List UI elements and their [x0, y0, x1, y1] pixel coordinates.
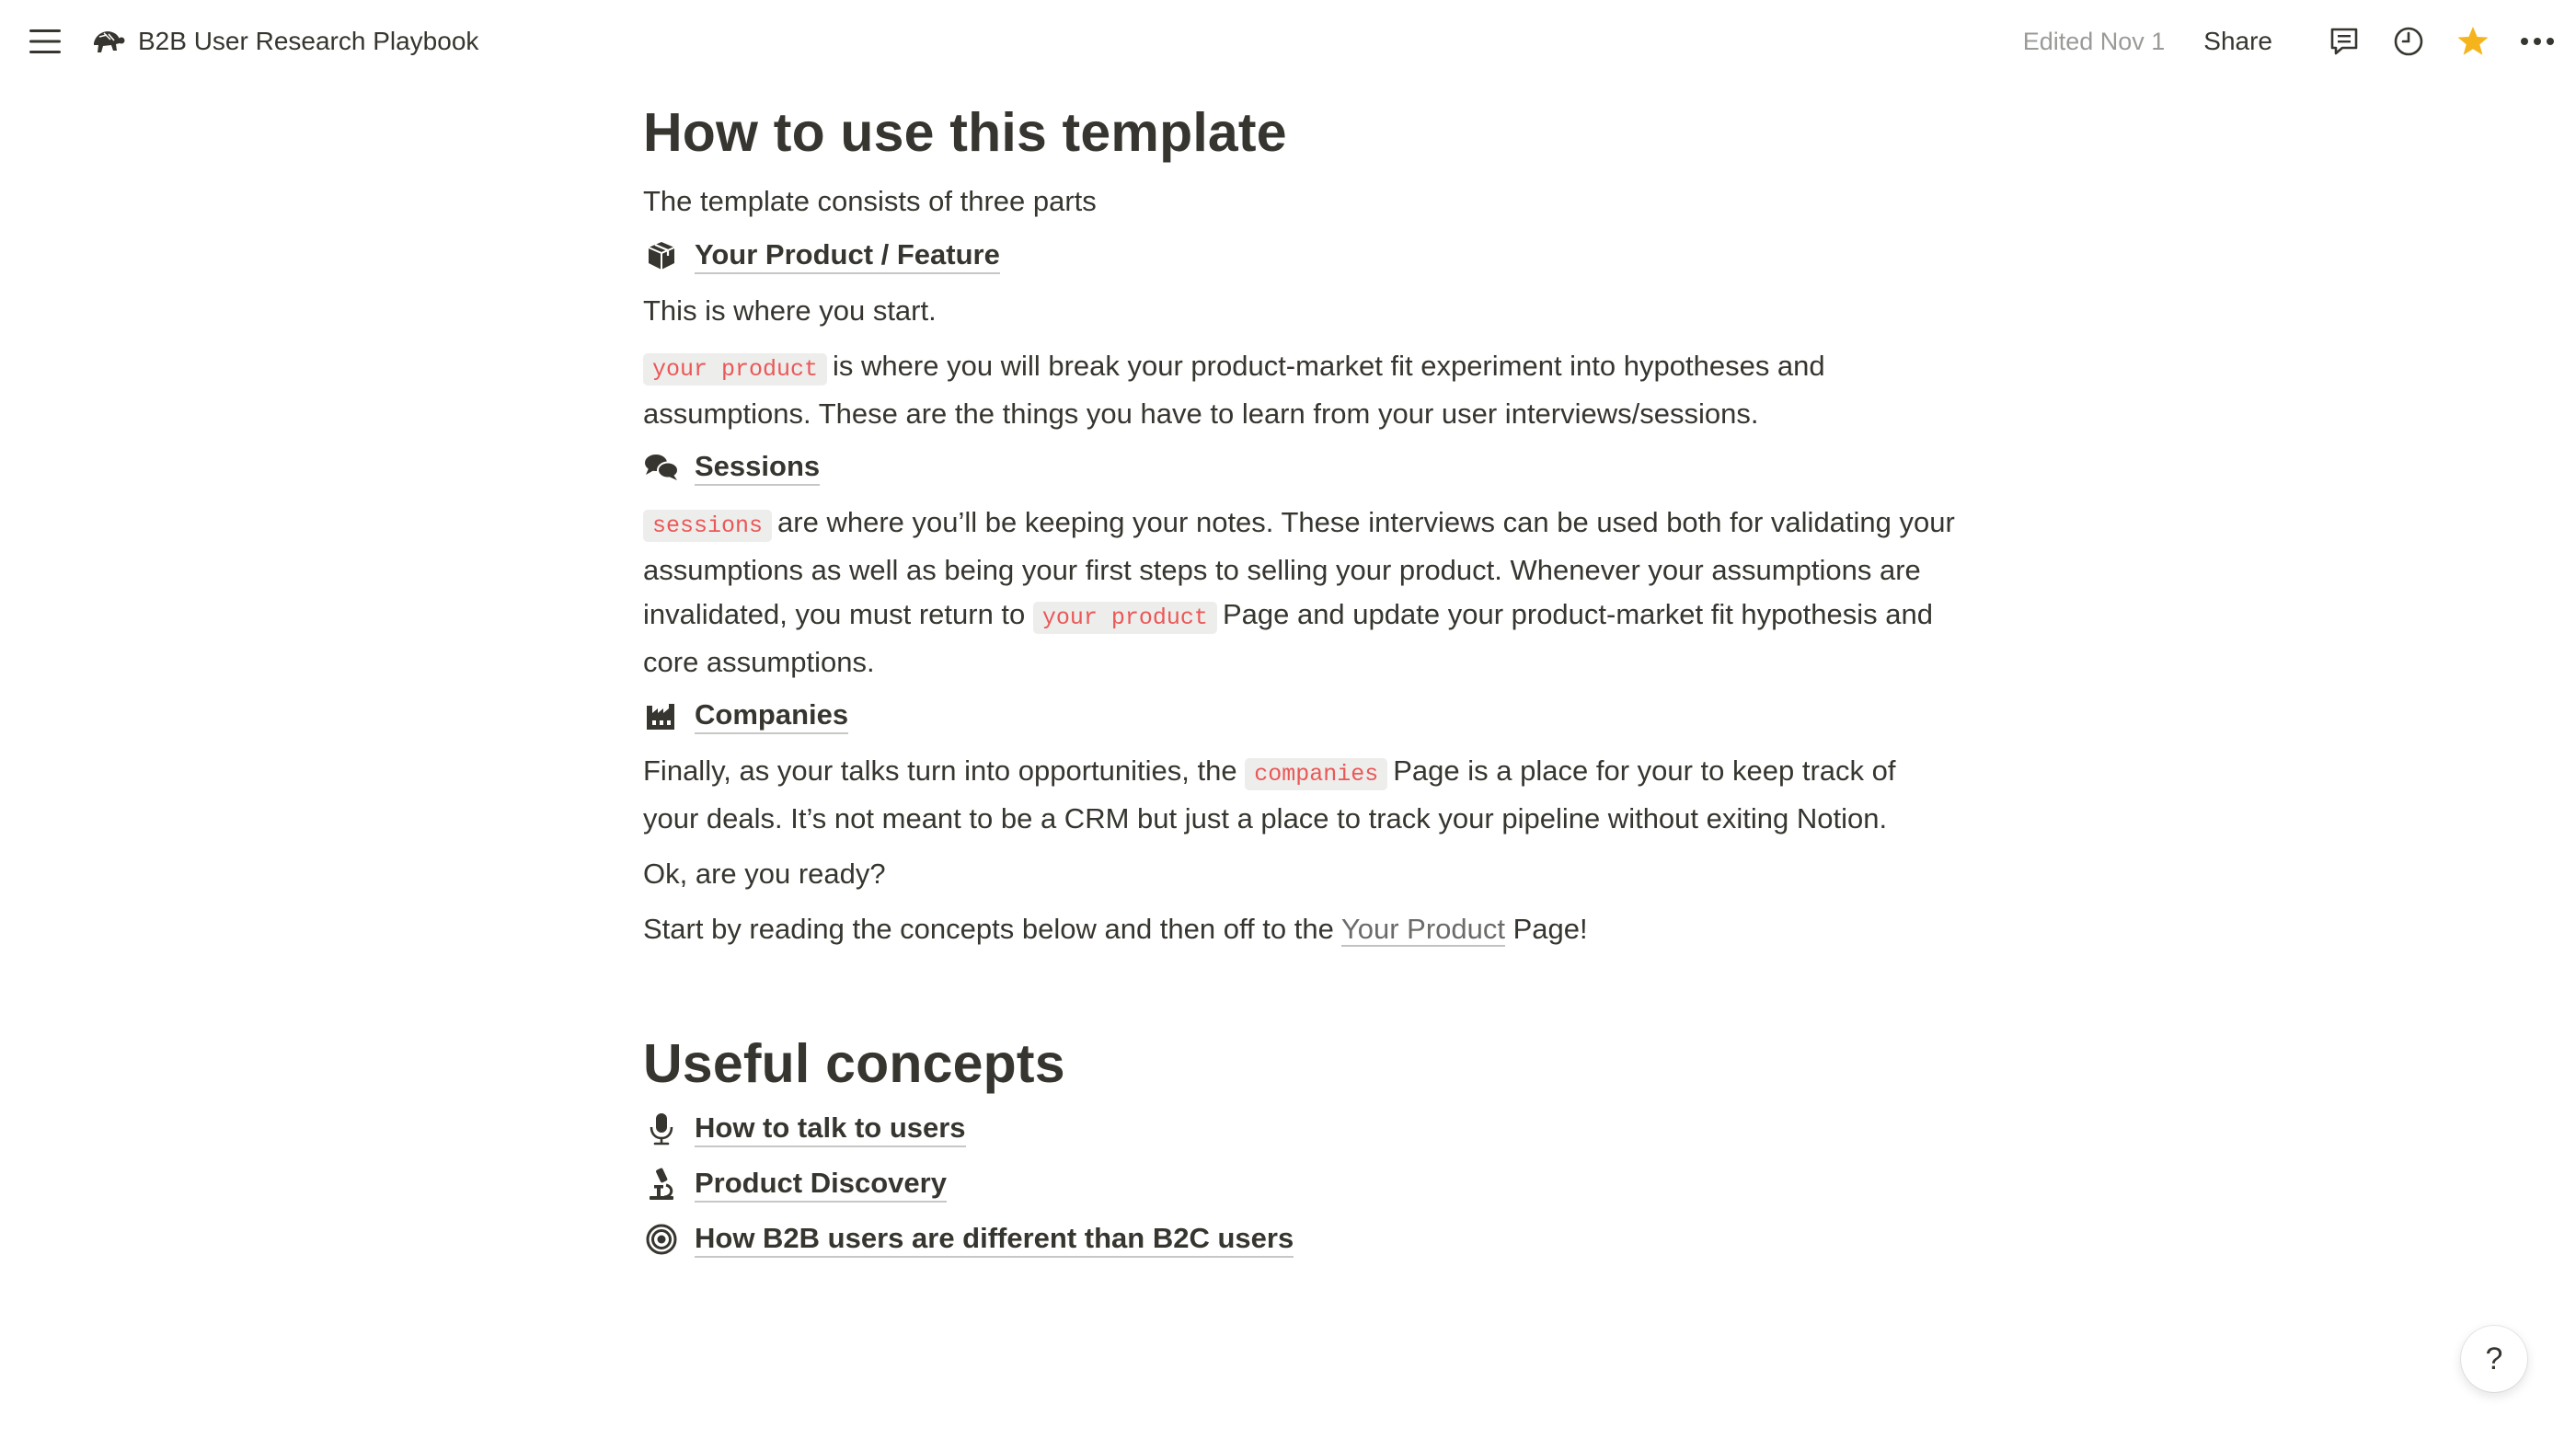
heading-how-to-use: How to use this template: [643, 102, 1287, 163]
more-options-button[interactable]: [2517, 21, 2558, 62]
microscope-icon: [643, 1166, 680, 1203]
product-intro: This is where you start.: [643, 294, 937, 327]
intro-text: The template consists of three parts: [643, 184, 1097, 217]
ready-text: Ok, are you ready?: [643, 857, 886, 890]
product-description: [643, 344, 1959, 436]
sessions-description: [643, 501, 1959, 685]
page-title-breadcrumb: B2B User Research Playbook: [138, 27, 479, 55]
breadcrumb[interactable]: [88, 20, 478, 63]
sessions-link-label[interactable]: Sessions: [695, 449, 820, 486]
clock-icon: [2392, 25, 2425, 58]
page-content: [643, 101, 1959, 1261]
talk-to-users-link-label[interactable]: How to talk to users: [695, 1111, 966, 1147]
your-product-inline-link[interactable]: Your Product: [1340, 912, 1505, 945]
inline-code-sessions: sessions: [643, 510, 772, 542]
sessions-description-text-a: are where you’ll be keeping your notes. These interviews can be used both for validating your assumptions as well as being your first steps to selling your product. Whenever your assumptions are invalidated, you must return to: [643, 505, 1955, 630]
start-text-b: Page!: [1512, 912, 1588, 945]
comments-button[interactable]: [2324, 21, 2364, 62]
b2b-vs-b2c-link-label[interactable]: How B2B users are different than B2C users: [695, 1221, 1294, 1258]
sidebar-toggle-button[interactable]: [28, 25, 63, 58]
microphone-icon: [643, 1111, 680, 1147]
chat-bubbles-icon: [643, 449, 680, 486]
share-button[interactable]: Share: [2203, 27, 2272, 55]
product-discovery-link-label[interactable]: Product Discovery: [695, 1166, 947, 1203]
companies-description-text-a: Finally, as your talks turn into opportunities, the: [643, 754, 1237, 787]
page-link-your-product[interactable]: [643, 234, 1959, 278]
heading-useful-concepts: Useful concepts: [643, 1032, 1065, 1094]
target-icon: [643, 1221, 680, 1258]
companies-description: [643, 749, 1959, 841]
comment-icon: [2328, 25, 2361, 58]
page-link-talk-to-users[interactable]: [643, 1107, 1959, 1151]
more-horizontal-icon: [2519, 36, 2556, 47]
edited-timestamp: Edited Nov 1: [2022, 27, 2166, 55]
tortoise-icon: [88, 22, 127, 61]
inline-code-your-product-2: your product: [1033, 602, 1217, 634]
topbar-actions: [2023, 17, 2558, 66]
page-link-product-discovery[interactable]: [643, 1162, 1959, 1206]
help-button[interactable]: ?: [2461, 1326, 2527, 1392]
start-text-a: Start by reading the concepts below and then off to the: [643, 912, 1334, 945]
product-description-text: is where you will break your product-market fit experiment into hypotheses and assumptions. These are the things you have to learn from your user interviews/sessions.: [643, 349, 1825, 430]
star-icon: [2455, 24, 2490, 59]
hamburger-menu-icon: [28, 25, 63, 58]
updates-button[interactable]: [2388, 21, 2429, 62]
favorite-button[interactable]: [2453, 21, 2493, 62]
factory-icon: [643, 697, 680, 734]
package-icon: [643, 237, 680, 274]
start-text: [643, 907, 1959, 951]
page-link-b2b-vs-b2c[interactable]: [643, 1217, 1959, 1261]
top-bar: [0, 0, 2576, 83]
inline-code-companies: companies: [1245, 758, 1387, 790]
sessions-description-text-b: Page and update your product-market fit hypothesis and core assumptions.: [643, 597, 1933, 678]
page-link-sessions[interactable]: [643, 445, 1959, 489]
companies-description-text-b: Page is a place for your to keep track of your deals. It’s not meant to be a CRM but just a place to track your pipeline without exiting Notion.: [643, 754, 1896, 835]
inline-code-your-product: your product: [643, 353, 827, 386]
companies-link-label[interactable]: Companies: [695, 697, 848, 734]
page-link-companies[interactable]: [643, 694, 1959, 738]
your-product-link-label[interactable]: Your Product / Feature: [695, 237, 1000, 274]
